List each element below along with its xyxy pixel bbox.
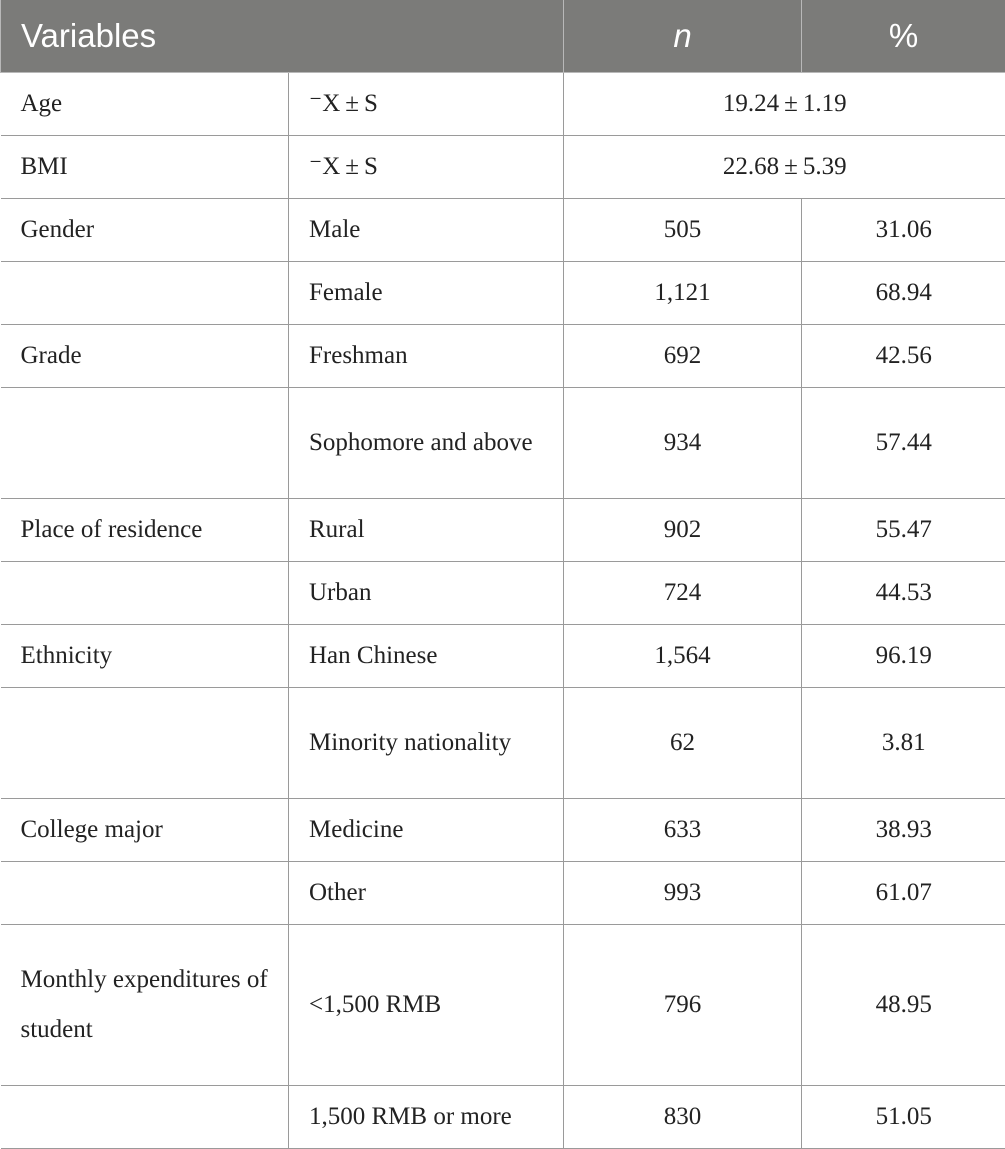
cell-percent: 42.56 — [802, 325, 1005, 388]
cell-variable: Ethnicity — [1, 625, 289, 688]
table-row-bmi — [1, 136, 1005, 199]
cell-category: Medicine — [289, 799, 564, 862]
table-row — [1, 325, 1005, 388]
cell-category: Han Chinese — [289, 625, 564, 688]
cell-variable — [1, 388, 289, 499]
table-header-row — [1, 0, 1005, 73]
cell-n: 1,121 — [564, 262, 802, 325]
cell-percent: 68.94 — [802, 262, 1005, 325]
table-row — [1, 862, 1005, 925]
cell-mean-sd: 19.24 ± 1.19 — [564, 73, 1005, 136]
cell-percent: 51.05 — [802, 1086, 1005, 1149]
cell-category: 1,500 RMB or more — [289, 1086, 564, 1149]
header-percent: % — [802, 0, 1005, 73]
table-row — [1, 625, 1005, 688]
cell-n: 1,564 — [564, 625, 802, 688]
cell-percent: 31.06 — [802, 199, 1005, 262]
cell-category: Freshman — [289, 325, 564, 388]
cell-percent: 57.44 — [802, 388, 1005, 499]
cell-category: Minority nationality — [289, 688, 564, 799]
table-row — [1, 1086, 1005, 1149]
table-row — [1, 388, 1005, 499]
cell-n: 902 — [564, 499, 802, 562]
header-n: n — [564, 0, 802, 73]
cell-variable: BMI — [1, 136, 289, 199]
cell-category: Rural — [289, 499, 564, 562]
table-row — [1, 799, 1005, 862]
cell-category: <1,500 RMB — [289, 925, 564, 1086]
cell-variable: College major — [1, 799, 289, 862]
table-row — [1, 688, 1005, 799]
header-variables: Variables — [1, 0, 564, 73]
cell-percent: 55.47 — [802, 499, 1005, 562]
cell-percent: 96.19 — [802, 625, 1005, 688]
cell-mean-sd: 22.68 ± 5.39 — [564, 136, 1005, 199]
cell-variable: Place of residence — [1, 499, 289, 562]
cell-variable: Grade — [1, 325, 289, 388]
cell-n: 993 — [564, 862, 802, 925]
cell-n: 633 — [564, 799, 802, 862]
table-row — [1, 262, 1005, 325]
cell-percent: 38.93 — [802, 799, 1005, 862]
table-row-age — [1, 73, 1005, 136]
cell-variable — [1, 862, 289, 925]
cell-variable: Gender — [1, 199, 289, 262]
cell-variable — [1, 562, 289, 625]
cell-percent: 61.07 — [802, 862, 1005, 925]
cell-category: Female — [289, 262, 564, 325]
cell-category: Other — [289, 862, 564, 925]
cell-n: 62 — [564, 688, 802, 799]
cell-percent: 48.95 — [802, 925, 1005, 1086]
cell-variable: Monthly expenditures of student — [1, 925, 289, 1086]
cell-category: ⁻X ± S — [289, 73, 564, 136]
cell-category: ⁻X ± S — [289, 136, 564, 199]
cell-variable — [1, 688, 289, 799]
cell-n: 505 — [564, 199, 802, 262]
cell-n: 796 — [564, 925, 802, 1086]
table-row — [1, 199, 1005, 262]
table-row — [1, 499, 1005, 562]
cell-category: Sophomore and above — [289, 388, 564, 499]
cell-percent: 44.53 — [802, 562, 1005, 625]
cell-n: 934 — [564, 388, 802, 499]
cell-category: Urban — [289, 562, 564, 625]
cell-category: Male — [289, 199, 564, 262]
cell-variable — [1, 262, 289, 325]
cell-n: 724 — [564, 562, 802, 625]
cell-variable — [1, 1086, 289, 1149]
table-row — [1, 562, 1005, 625]
cell-variable: Age — [1, 73, 289, 136]
cell-n: 692 — [564, 325, 802, 388]
cell-n: 830 — [564, 1086, 802, 1149]
cell-percent: 3.81 — [802, 688, 1005, 799]
table-row — [1, 925, 1005, 1086]
